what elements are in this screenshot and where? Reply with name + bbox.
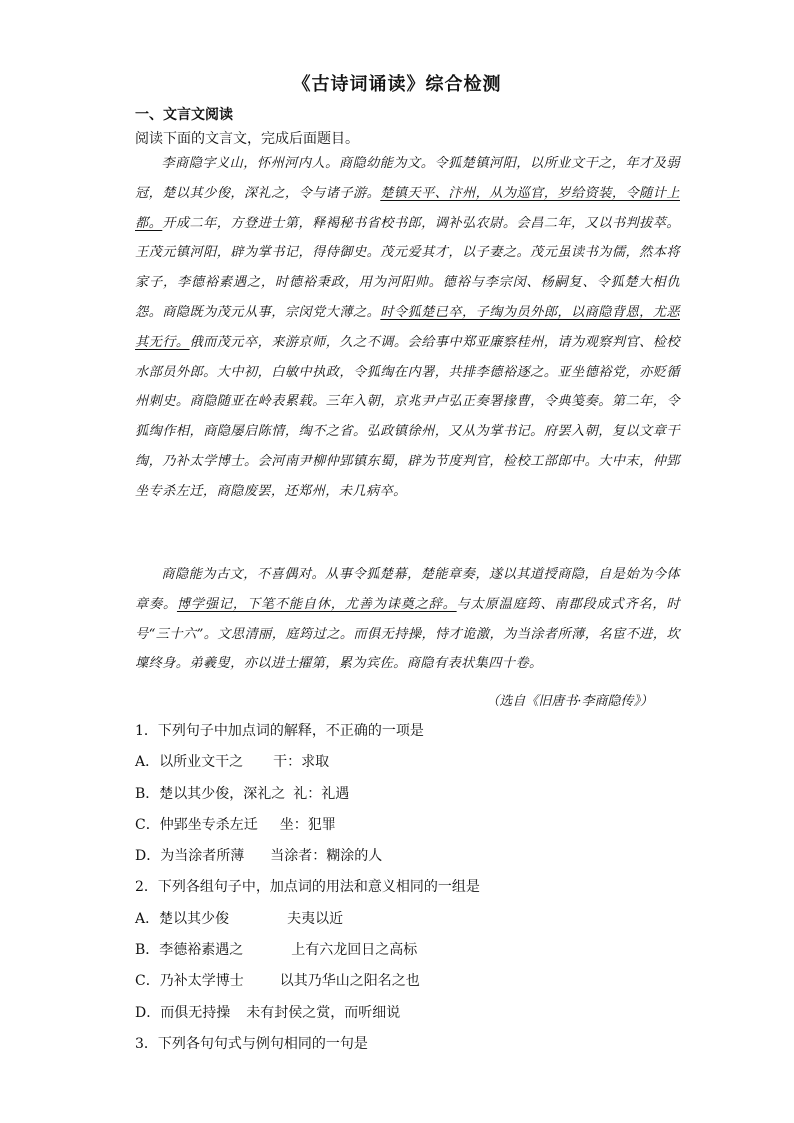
underlined-sentence: 博学强记，下笔不能自休，尤善为诔奠之辞。 — [176, 596, 457, 612]
passage-paragraph-2 — [135, 560, 680, 679]
answer-option: C．仲郢坐专杀左迁 坐：犯罪 — [135, 816, 336, 833]
passage-text: 李商隐字义山，怀州河内人。商隐幼能为文。令狐楚镇河阳，以所业文干之，年才及弱冠，楚以其少俊，深礼之，令与诸子游。 — [135, 156, 680, 201]
section-heading: 一、文言文阅读 — [135, 107, 233, 123]
page-title: 《古诗词诵读》综合检测 — [292, 74, 502, 95]
answer-option: C．乃补太学博士 以其乃华山之阳名之也 — [135, 973, 420, 990]
passage-text: 俄而茂元卒，来游京师，久之不调。会给事中郑亚廉察桂州，请为观察判官、检校水部员外郎。大中初，白敏中执政，令狐绹在内署，共排李德裕逐之。亚坐德裕党，亦贬循州刺史。商隐随亚在岭表累载。三年入朝，京兆尹卢弘正奏署掾曹，令典笺奏。第二年，令狐绹作相，商隐屡启陈情，绹不之省。弘政镇徐州，又从为掌书记。府罢入朝，复以文章干绹，乃补太学博士。会河南尹柳仲郢镇东蜀，辟为节度判官，检校工部郎中。大中末，仲郢坐专杀左迁，商隐废罢，还郑州，未几病卒。 — [135, 334, 680, 499]
passage-text: 与太原温庭筠、南郡段成式齐名，时号“三十六”。文思清丽，庭筠过之。而俱无持操，恃才诡激，为当涂者所薄，名宦不进，坎壈终身。弟羲叟，亦以进士擢第，累为宾佐。商隐有表状集四十卷。 — [135, 596, 680, 672]
passage-paragraph-1 — [135, 149, 680, 507]
answer-option: B．李德裕素遇之 上有六龙回日之高标 — [135, 942, 418, 959]
source-citation: （选自《旧唐书·李商隐传》） — [486, 694, 653, 709]
answer-option: D．而俱无持操 未有封侯之赏，而听细说 — [135, 1004, 401, 1021]
question-stem: 1．下列句子中加点词的解释，不正确的一项是 — [135, 723, 424, 739]
answer-option: D．为当涂者所薄 当涂者：糊涂的人 — [135, 848, 383, 865]
answer-option: B．楚以其少俊，深礼之 礼：礼遇 — [135, 785, 350, 802]
underlined-sentence: 楚镇天平、汴州，从为巡官，岁给资装，令随计上都。 — [135, 185, 680, 231]
question-stem: 2．下列各组句子中，加点词的用法和意义相同的一组是 — [135, 879, 480, 896]
answer-option: A．以所业文干之 干：求取 — [135, 754, 330, 771]
answer-option: A．楚以其少俊 夫夷以近 — [135, 910, 344, 927]
underlined-sentence: 时令狐楚已卒，子绹为员外郎，以商隐背恩，尤恶其无行。 — [135, 304, 680, 350]
question-list — [135, 716, 680, 1060]
passage-text: 商隐能为古文，不喜偶对。从事令狐楚幕，楚能章奏，遂以其道授商隐，自是始为今体章奏。 — [135, 567, 680, 612]
instruction-text: 阅读下面的文言文，完成后面题目。 — [135, 131, 359, 147]
passage-text: 开成二年，方登进士第，释褐秘书省校书郎，调补弘农尉。会昌二年，又以书判拔萃。王茂元镇河阳，辟为掌书记，得侍御史。茂元爱其才，以子妻之。茂元虽读书为儒，然本将家子，李德裕素遇之，时德裕秉政，用为河阳帅。德裕与李宗闵、杨嗣复、令狐楚大相仇怨。商隐既为茂元从事，宗闵党大薄之。 — [135, 215, 680, 320]
question-stem: 3．下列各句句式与例句相同的一句是 — [135, 1035, 368, 1052]
